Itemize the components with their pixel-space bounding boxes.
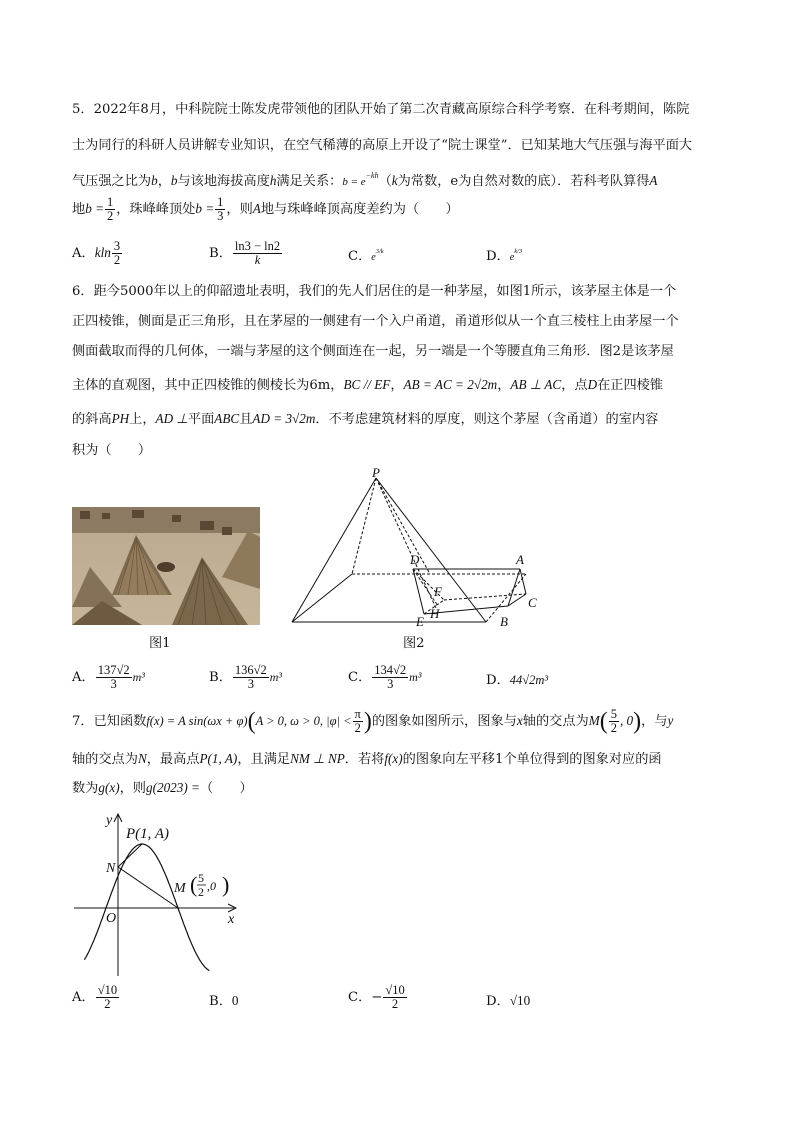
q6-option-c[interactable]: C． $\frac{134√2}{3}$ m³ — [348, 663, 422, 691]
graph-label-p: P(1, A) — [126, 826, 170, 842]
q6-line-1: 6．距今5000年以上的仰韶遗址表明，我们的先人们居住的是一种茅屋，如图1所示，该茅屋主体是一个 — [72, 284, 677, 299]
fig2-label-h: H — [430, 606, 440, 621]
fig2-label-a: A — [516, 552, 524, 567]
graph-label-m: M — [174, 881, 186, 896]
graph-label-n: N — [106, 861, 116, 876]
q7-option-b[interactable]: B．0 — [209, 993, 239, 1009]
svg-text:): ) — [222, 872, 230, 897]
fig2-label-c: C — [528, 595, 537, 610]
q5-line-4: 地b = $\frac{1}{2}$ ，珠峰峰顶处b = $\frac{1}{3}$ ，则A地与珠峰峰顶高度差约为（ ） — [72, 195, 459, 223]
q7-line-3: 数为g(x)，则g(2023) =（ ） — [72, 780, 253, 796]
graph-label-y: y — [106, 813, 113, 828]
q6-line-6: 积为（ ） — [72, 443, 152, 458]
q5-option-b[interactable]: B． $\frac{\ln 3 - \ln 2}{k}$ — [209, 239, 281, 267]
graph-label-o: O — [106, 911, 117, 926]
fig2-label-b: B — [500, 614, 508, 629]
graph-label-m-tail: ,0 — [207, 879, 216, 893]
q5-option-c[interactable]: C．$e^{3/k}$ — [348, 248, 384, 264]
q6-line-4: 主体的直观图，其中正四棱锥的侧棱长为6m，BC // EF，AB = AC = 2√2m，AB ⊥ AC，点D在正四棱锥 — [72, 377, 664, 393]
q5-option-d[interactable]: D．$e^{k/3}$ — [486, 248, 523, 264]
fig2-label-p: P — [372, 466, 380, 480]
q5-line-2: 士为同行的科研人员讲解专业知识，在空气稀薄的高原上开设了“院士课堂”．已知某地大气压强与海平面大 — [72, 138, 693, 153]
q6-line-2: 正四棱锥，侧面是正三角形，且在茅屋的一侧建有一个入户甬道，甬道形似从一个直三棱柱上由茅屋一个 — [72, 314, 679, 329]
q6-line-5: 的斜高PH上，AD ⊥平面ABC且AD = 3√2m．不考虑建筑材料的厚度，则这个茅屋（含甬道）的室内容 — [72, 411, 659, 427]
q7-function-graph — [70, 810, 250, 980]
q5-line-3: 气压强之比为b，b与该地海拔高度h满足关系：$b = e^{-kh}(k$为常数，e为自然对数的底）．若科考队算得A — [72, 171, 658, 189]
q5-line-1: 5．2022年8月，中科院院士陈发虎带领他的团队开始了第二次青藏高原综合科学考察．在科考期间，陈院 — [72, 102, 690, 117]
fig2-label-d: D — [410, 552, 420, 567]
fig2-label-f: F — [434, 584, 442, 599]
graph-label-m-num: 5 — [198, 871, 204, 885]
svg-text:(: ( — [190, 872, 198, 897]
graph-label-x: x — [228, 912, 235, 927]
fig2-label-e: E — [416, 614, 424, 629]
graph-label-m-den: 2 — [198, 885, 204, 899]
q7-line-1: 7．已知函数f(x) = A sin(ωx + φ)(A > 0, ω > 0, |φ| < $\frac{\pi}{2}$ )的图象如图所示，图象与x轴的交点为M( $\frac{5}{2}$ , 0)，与y — [72, 707, 674, 735]
q6-line-3: 侧面截取而得的几何体，一端与茅屋的这个侧面连在一起，另一端是一个等腰直角三角形．图2是该茅屋 — [72, 344, 674, 359]
fig1-hut-photo — [72, 507, 260, 625]
q6-option-b[interactable]: B． $\frac{136√2}{3}$ m³ — [209, 663, 283, 691]
q7-option-d[interactable]: D．√10 — [486, 993, 531, 1009]
q7-option-a[interactable]: A． $\frac{√10}{2}$ — [72, 983, 118, 1011]
q7-option-c[interactable]: C．− $\frac{√10}{2}$ — [348, 983, 405, 1011]
q7-line-2: 轴的交点为N，最高点P(1, A)，且满足NM ⊥ NP．若将f(x)的图象向左平移1个单位得到的图象对应的函 — [72, 751, 662, 767]
fig2-caption: 图2 — [403, 636, 425, 651]
q5-option-a[interactable]: A．kln $\frac{3}{2}$ — [72, 239, 121, 267]
fig1-caption: 图1 — [149, 636, 171, 651]
fig2-pyramid-diagram — [286, 466, 546, 636]
q6-option-d[interactable]: D．44√2m³ — [486, 673, 549, 688]
q6-option-a[interactable]: A． $\frac{137√2}{3}$ m³ — [72, 663, 145, 691]
